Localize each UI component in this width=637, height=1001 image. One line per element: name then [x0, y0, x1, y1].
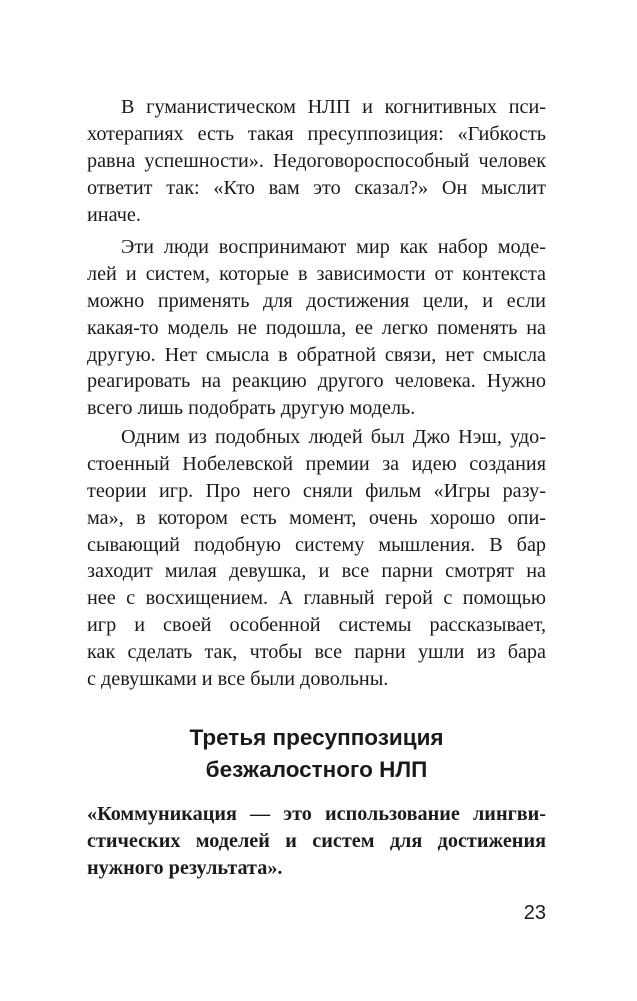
paragraph-line: другую. Нет смысла в обратной связи, нет смысла — [87, 343, 546, 366]
paragraph-line: стоенный Нобелевской премии за идею создания — [87, 452, 546, 475]
paragraph-line: реагировать на реакцию другого человека. Нужно — [87, 370, 546, 393]
presupposition-quote — [87, 801, 546, 882]
paragraph-line: теории игр. Про него сняли фильм «Игры разу- — [87, 479, 546, 502]
paragraph-1 — [87, 94, 546, 228]
section-heading — [87, 722, 546, 786]
paragraph-line: заходит милая девушка, и все парни смотрят на — [87, 560, 546, 583]
paragraph-2 — [87, 234, 546, 422]
paragraph-line: всего лишь подобрать другую модель. — [87, 397, 416, 420]
paragraph-line: с девушками и все были довольны. — [87, 668, 389, 691]
quote-line: «Коммуникация — это использование лингви- — [87, 803, 546, 825]
paragraph-line: нее с восхищением. А главный герой с помощью — [87, 587, 546, 610]
paragraph-line: равна успешности». Недоговороспособный человек — [87, 149, 546, 172]
paragraph-line: какая-то модель не подошла, ее легко поменять на — [87, 316, 546, 339]
paragraph-line: как сделать так, чтобы все парни ушли из бара — [87, 641, 546, 664]
paragraph-line: Эти люди воспринимают мир как набор моде- — [121, 236, 546, 258]
paragraph-3 — [87, 424, 546, 693]
paragraph-line: лей и систем, которые в зависимости от контекста — [87, 262, 546, 285]
paragraph-line: хотерапиях есть такая пресуппозиция: «Гибкость — [87, 122, 546, 145]
paragraph-line: Одним из подобных людей был Джо Нэш, удо- — [121, 426, 546, 448]
paragraph-line: можно применять для достижения цели, и если — [87, 289, 546, 312]
quote-line: нужного результата». — [87, 857, 283, 879]
section-heading-line-2: безжалостного НЛП — [205, 757, 428, 782]
paragraph-line: иначе. — [87, 203, 141, 226]
paragraph-line: сывающий подобную систему мышления. В бар — [87, 533, 546, 556]
page-number: 23 — [523, 902, 546, 924]
paragraph-line: В гуманистическом НЛП и когнитивных пси- — [121, 96, 546, 118]
paragraph-line: ма», в котором есть момент, очень хорошо опи- — [87, 506, 546, 529]
paragraph-line: ответит так: «Кто вам это сказал?» Он мыслит — [87, 176, 546, 199]
quote-line: стических моделей и систем для достижения — [87, 830, 546, 852]
section-heading-line-1: Третья пресуппозиция — [189, 725, 444, 750]
paragraph-line: игр и своей особенной системы рассказывает, — [87, 614, 546, 637]
